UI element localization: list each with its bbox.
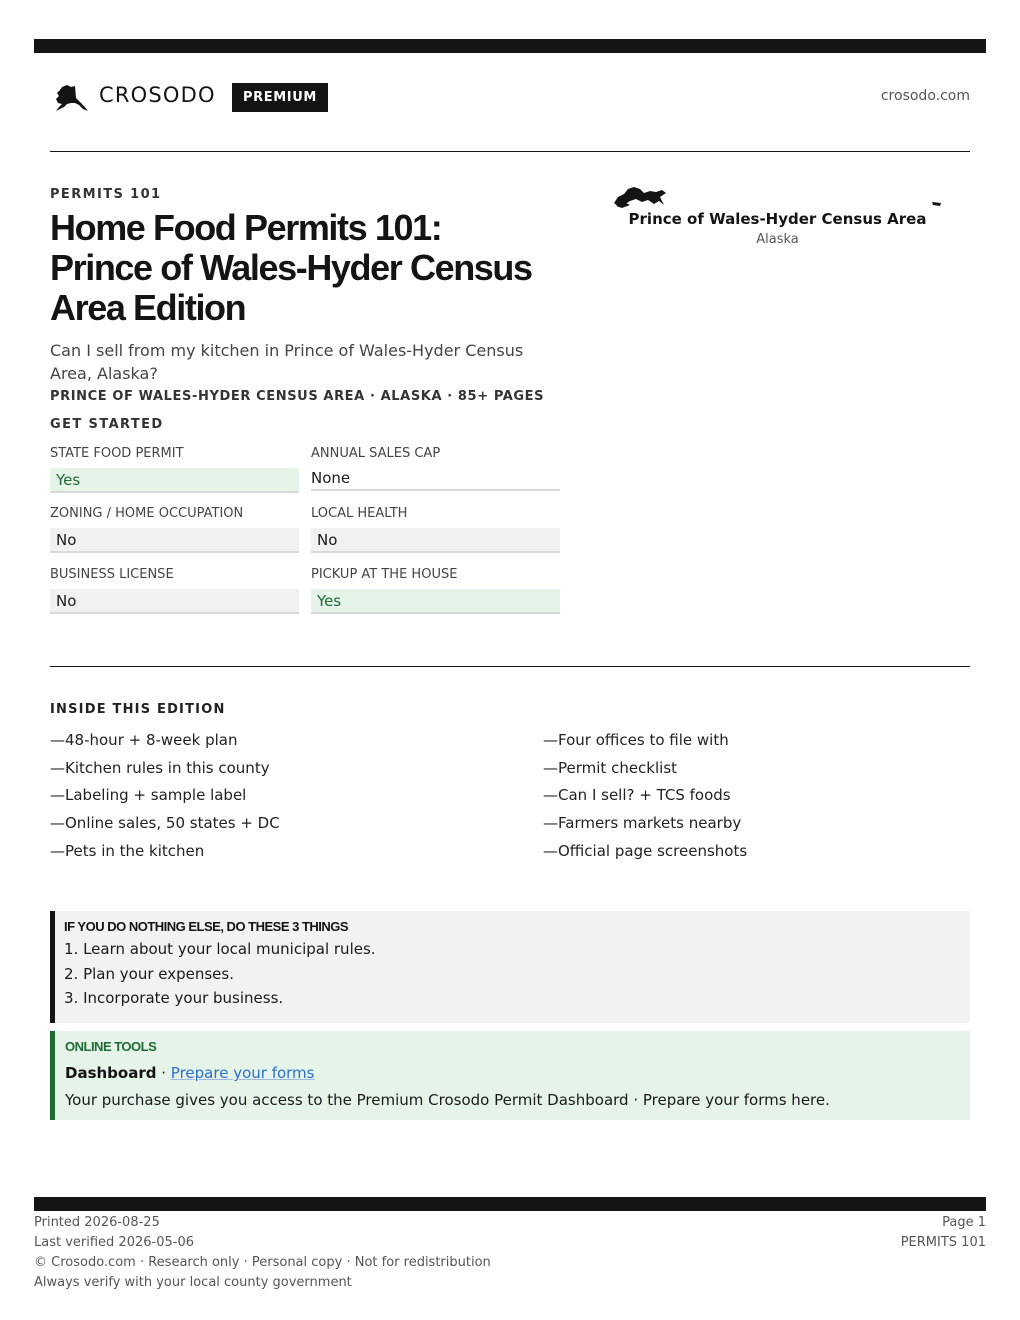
- list-item: —Permit checklist: [543, 758, 678, 777]
- footer-left: [34, 1213, 491, 1293]
- list-item: —Official page screenshots: [543, 841, 748, 860]
- map-state-name: Alaska: [756, 232, 799, 247]
- permit-business-license: [50, 567, 299, 614]
- list-item: —Four offices to file with: [543, 731, 729, 749]
- separator: ·: [156, 1064, 171, 1082]
- premium-badge: PREMIUM: [232, 83, 328, 112]
- top-rule-bar: [34, 39, 986, 53]
- list-item: —Labeling + sample label: [50, 786, 247, 805]
- permit-value: None: [311, 466, 560, 491]
- section-kicker: PERMITS 101: [50, 187, 162, 202]
- list-item: —48-hour + 8-week plan: [50, 731, 238, 749]
- footer-right: [901, 1213, 986, 1253]
- printed-date: Printed 2026-08-25: [34, 1215, 160, 1230]
- edition-meta: PRINCE OF WALES-HYDER CENSUS AREA · ALASKA · 85+ PAGES: [50, 389, 545, 404]
- header-divider: [50, 151, 970, 152]
- permit-value: Yes: [50, 468, 299, 493]
- permit-zoning: [50, 506, 299, 553]
- footer-section: PERMITS 101: [900, 1235, 986, 1250]
- callout-step: 2. Plan your expenses.: [64, 964, 234, 983]
- permit-label: ANNUAL SALES CAP: [311, 446, 441, 461]
- list-item: —Pets in the kitchen: [50, 841, 205, 860]
- copyright-notice: © Crosodo.com · Research only · Personal copy · Not for redistribution: [34, 1255, 491, 1270]
- permit-label: STATE FOOD PERMIT: [50, 446, 184, 461]
- permit-value: Yes: [311, 589, 560, 614]
- callout-title: ONLINE TOOLS: [65, 1039, 157, 1054]
- inside-list-right: [543, 729, 963, 867]
- permit-value: No: [311, 528, 560, 553]
- permit-label: BUSINESS LICENSE: [50, 567, 174, 582]
- bottom-rule-bar: [34, 1197, 986, 1211]
- brand-name[interactable]: CROSODO: [99, 83, 216, 107]
- permit-local-health: [311, 506, 560, 553]
- get-started-heading: GET STARTED: [50, 417, 164, 432]
- section-divider: [50, 666, 970, 667]
- dashboard-line: [65, 1063, 970, 1083]
- county-map-outline-icon: [610, 183, 950, 213]
- online-tools-callout: [50, 1031, 970, 1120]
- dashboard-label: Dashboard: [65, 1064, 157, 1082]
- callout-step: 3. Incorporate your business.: [64, 989, 284, 1007]
- verify-note: Always verify with your local county government: [34, 1275, 352, 1290]
- three-things-callout: [50, 911, 970, 1023]
- verified-date: Last verified 2026-05-06: [34, 1235, 194, 1250]
- permit-state-food: [50, 446, 299, 493]
- list-item: —Online sales, 50 states + DC: [50, 814, 280, 833]
- prepare-forms-link[interactable]: Prepare your forms: [170, 1064, 315, 1082]
- permit-label: PICKUP AT THE HOUSE: [311, 567, 458, 582]
- permit-pickup: [311, 567, 560, 614]
- site-url[interactable]: crosodo.com: [880, 88, 970, 104]
- page-title: Home Food Permits 101: Prince of Wales-Hyder Census Area Edition: [50, 207, 532, 328]
- permit-value: No: [50, 589, 299, 614]
- map-county-name: Prince of Wales-Hyder Census Area: [628, 210, 927, 228]
- permit-label: LOCAL HEALTH: [311, 506, 408, 521]
- permit-value: No: [50, 528, 299, 553]
- inside-list-left: [50, 729, 470, 867]
- page-number: Page 1: [942, 1215, 986, 1230]
- list-item: —Kitchen rules in this county: [50, 758, 270, 777]
- header: [50, 80, 970, 114]
- permit-annual-sales-cap: [311, 446, 560, 491]
- inside-edition-heading: INSIDE THIS EDITION: [50, 702, 226, 717]
- list-item: —Farmers markets nearby: [543, 814, 742, 833]
- alaska-state-silhouette-icon: [53, 84, 89, 112]
- permit-label: ZONING / HOME OCCUPATION: [50, 506, 244, 521]
- dashboard-description: Your purchase gives you access to the Premium Crosodo Permit Dashboard · Prepare your forms here.: [65, 1091, 830, 1109]
- callout-title: IF YOU DO NOTHING ELSE, DO THESE 3 THINGS: [64, 919, 349, 934]
- callout-step: 1. Learn about your local municipal rules.: [64, 940, 376, 958]
- page-subtitle: Can I sell from my kitchen in Prince of Wales-Hyder Census Area, Alaska?: [50, 341, 524, 383]
- list-item: —Can I sell? + TCS foods: [543, 786, 731, 805]
